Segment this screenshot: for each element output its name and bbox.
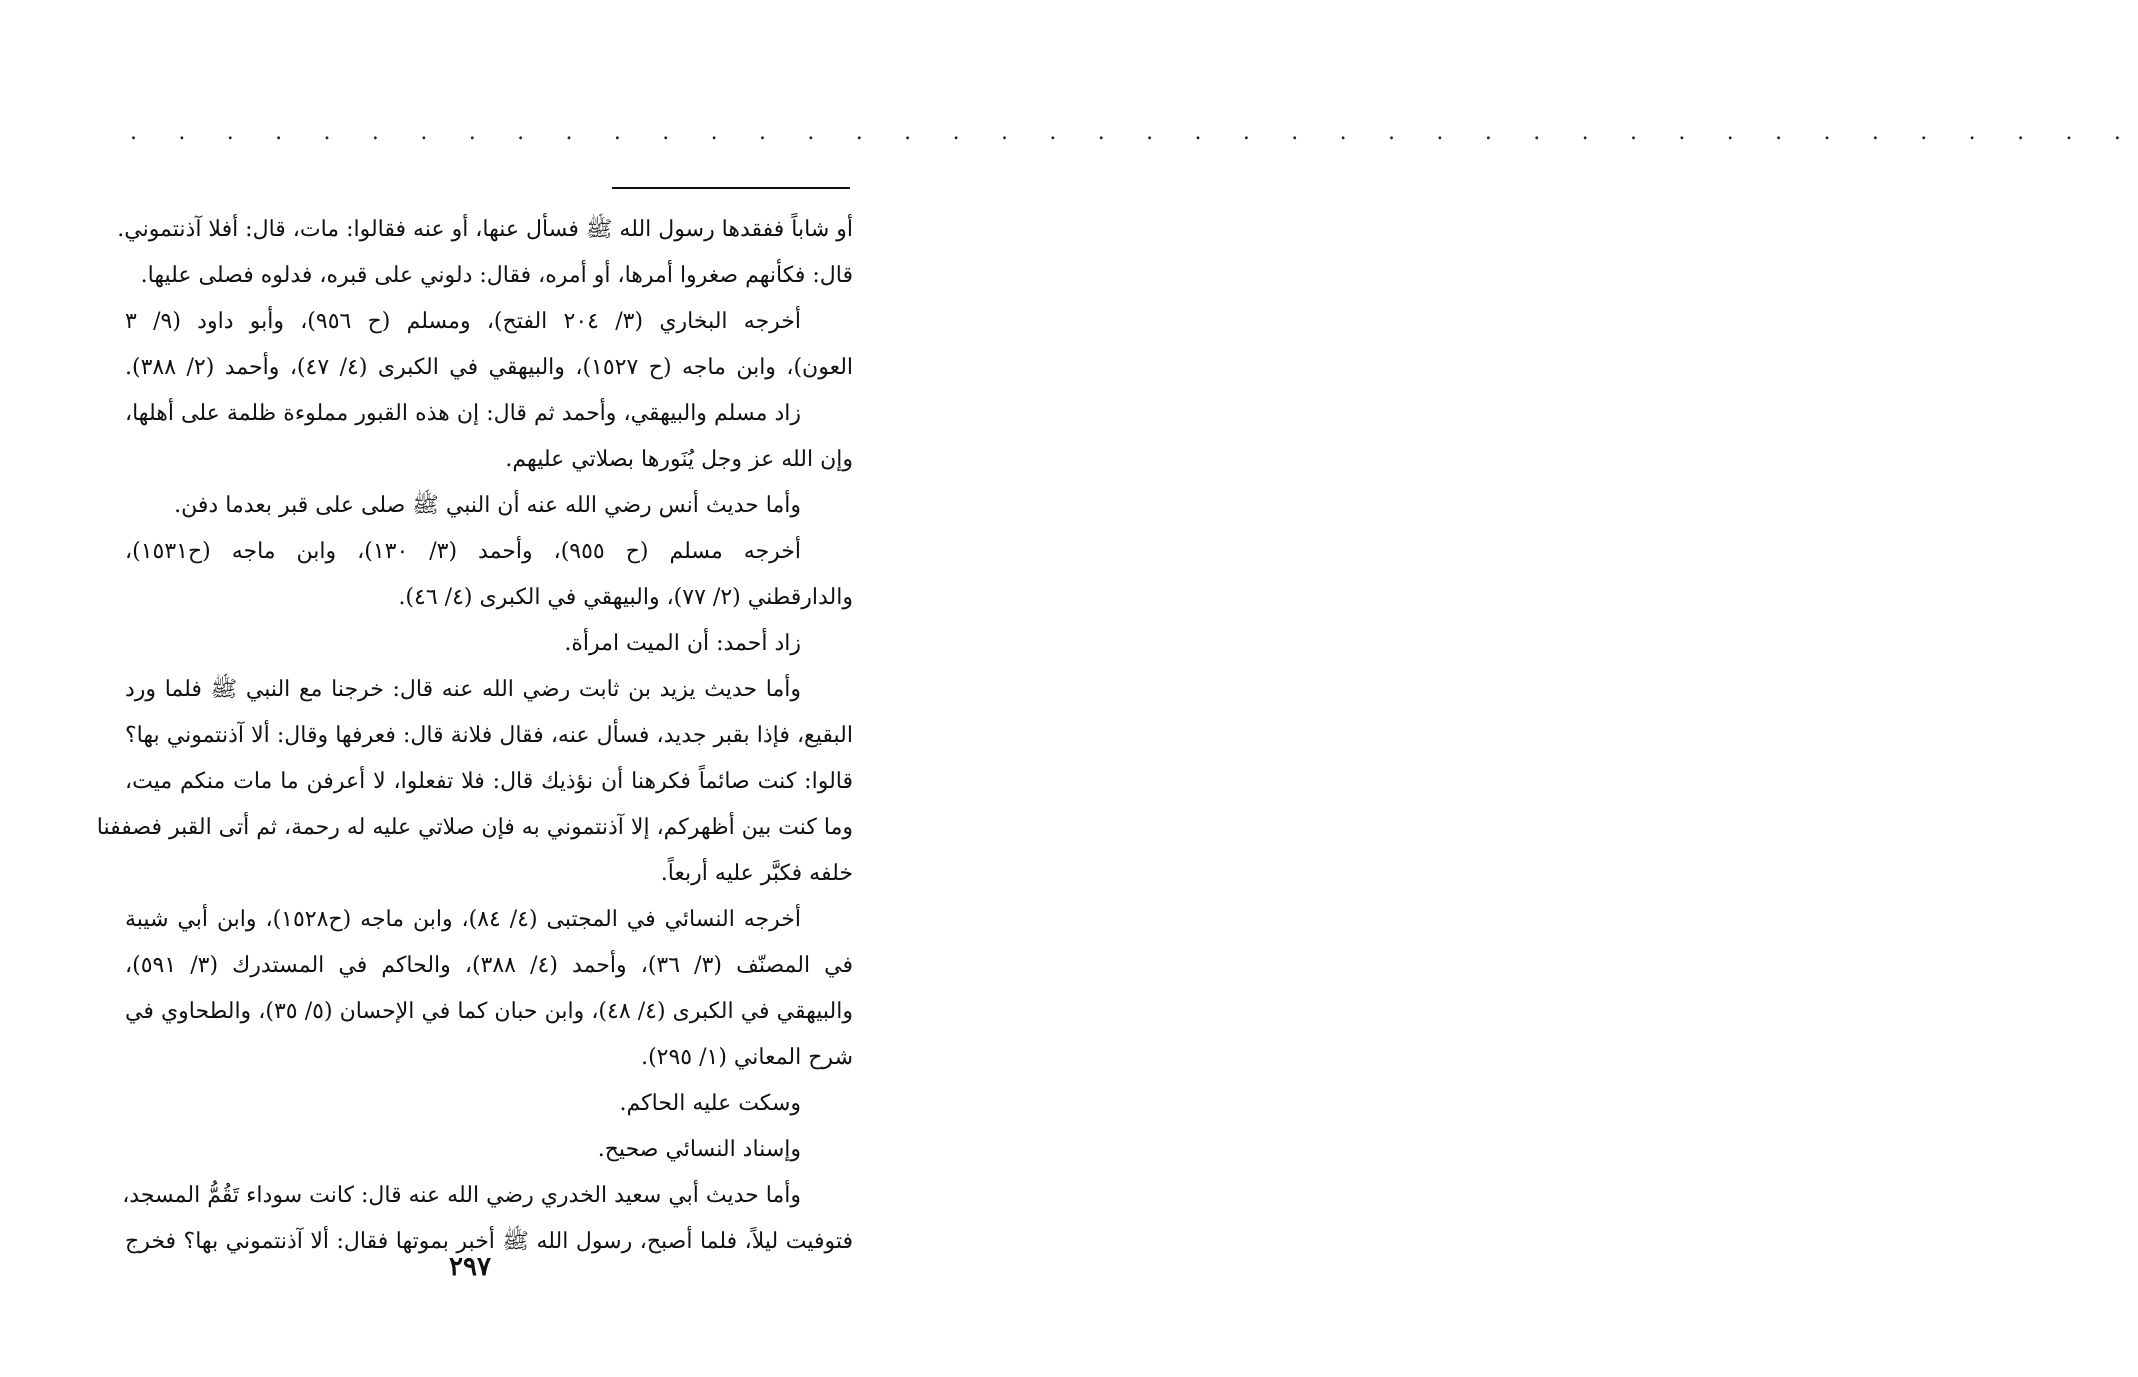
text-line: قال: فكأنهم صغروا أمرها، أو أمره، فقال: دلوني على قبره، فدلوه فصلى عليها.: [140, 263, 853, 288]
footnote-rule: [612, 187, 850, 189]
text-line: أو شاباً ففقدها رسول الله ﷺ فسأل عنها، أو عنه فقالوا: مات، قال: أفلا آذنتموني.: [117, 217, 853, 242]
page-body: [96, 207, 854, 1265]
text-line: وسكت عليه الحاكم.: [619, 1091, 801, 1116]
text-line: وأما حديث أنس رضي الله عنه أن النبي ﷺ صلى على قبر بعدما دفن.: [174, 493, 801, 518]
page-number: ٢٩٧: [449, 1252, 491, 1282]
text-line: والدارقطني (٢/ ٧٧)، والبيهقي في الكبرى (٤/ ٤٦).: [398, 585, 853, 610]
text-line: شرح المعاني (١/ ٢٩٥).: [641, 1045, 853, 1070]
text-line: البقيع، فإذا بقبر جديد، فسأل عنه، فقال فلانة قال: فعرفها وقال: ألا آذنتموني بها؟: [125, 723, 853, 748]
separator-dots: . . . . . . . . . . . . . . . . . . . . . . . . . . . . . . . . . . . . . . . . . .: [130, 120, 2138, 145]
text-line: وما كنت بين أظهركم، إلا آذنتموني به فإن صلاتي عليه له رحمة، ثم أتى القبر فصففنا: [96, 815, 853, 840]
text-line: زاد أحمد: أن الميت امرأة.: [564, 631, 801, 656]
text-line: في المصنّف (٣/ ٣٦)، وأحمد (٤/ ٣٨٨)، والحاكم في المستدرك (٣/ ٥٩١)،: [125, 953, 854, 978]
text-line: زاد مسلم والبيهقي، وأحمد ثم قال: إن هذه القبور مملوءة ظلمة على أهلها،: [125, 401, 801, 426]
text-line: فتوفيت ليلاً، فلما أصبح، رسول الله ﷺ أخبر بموتها فقال: ألا آذنتموني بها؟ فخرج: [125, 1229, 853, 1254]
text-line: أخرجه النسائي في المجتبى (٤/ ٨٤)، وابن ماجه (ح١٥٢٨)، وابن أبي شيبة: [125, 907, 801, 932]
text-line: وأما حديث يزيد بن ثابت رضي الله عنه قال: خرجنا مع النبي ﷺ فلما ورد: [125, 677, 801, 702]
text-line: قالوا: كنت صائماً فكرهنا أن نؤذيك قال: فلا تفعلوا، لا أعرفن ما مات منكم ميت،: [125, 769, 853, 794]
text-line: العون)، وابن ماجه (ح ١٥٢٧)، والبيهقي في الكبرى (٤/ ٤٧)، وأحمد (٢/ ٣٨٨).: [125, 355, 854, 380]
text-line: أخرجه البخاري (٣/ ٢٠٤ الفتح)، ومسلم (ح ٩٥٦)، وأبو داود (٩/ ٣: [125, 309, 802, 334]
text-line: أخرجه مسلم (ح ٩٥٥)، وأحمد (٣/ ١٣٠)، وابن ماجه (ح١٥٣١)،: [125, 539, 802, 564]
text-line: وأما حديث أبي سعيد الخدري رضي الله عنه قال: كانت سوداء تَقُمُّ المسجد،: [122, 1183, 801, 1208]
text-line: خلفه فكبَّر عليه أربعاً.: [660, 861, 853, 886]
text-line: وإسناد النسائي صحيح.: [597, 1137, 801, 1162]
text-line: والبيهقي في الكبرى (٤/ ٤٨)، وابن حبان كما في الإحسان (٥/ ٣٥)، والطحاوي في: [125, 999, 853, 1024]
text-line: وإن الله عز وجل يُنَورها بصلاتي عليهم.: [505, 447, 853, 472]
